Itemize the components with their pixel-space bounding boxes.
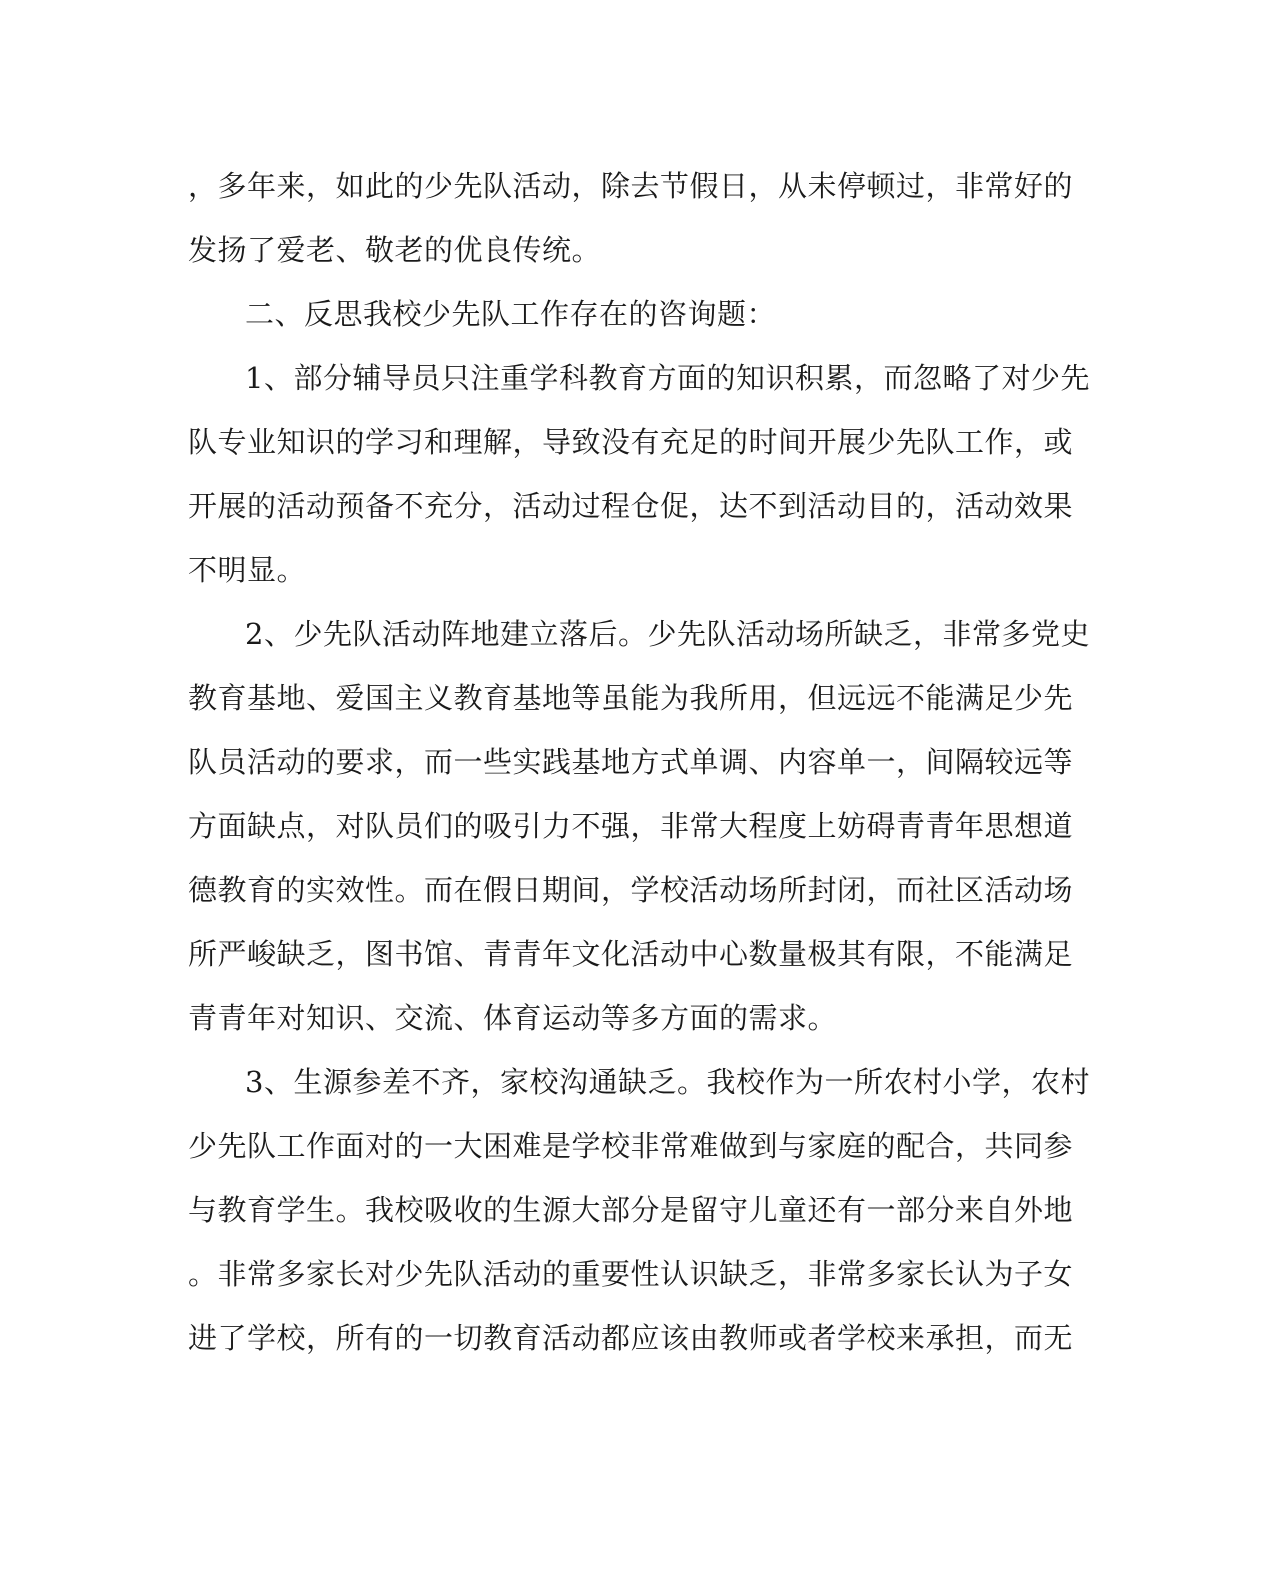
- text-line: 少先队工作面对的一大困难是学校非常难做到与家庭的配合，共同参: [188, 1129, 1074, 1163]
- text-line: 所严峻缺乏，图书馆、青青年文化活动中心数量极其有限，不能满足: [188, 937, 1074, 971]
- text-line: 3、生源参差不齐，家校沟通缺乏。我校作为一所农村小学，农村: [245, 1065, 1090, 1099]
- text-line: ，多年来，如此的少先队活动，除去节假日，从未停顿过，非常好的: [188, 169, 1074, 203]
- text-line: 进了学校，所有的一切教育活动都应该由教师或者学校来承担，而无: [188, 1321, 1074, 1355]
- text-line: 发扬了爱老、敬老的优良传统。: [188, 233, 602, 267]
- text-line: 方面缺点，对队员们的吸引力不强，非常大程度上妨碍青青年思想道: [188, 809, 1074, 843]
- section-heading: 二、反思我校少先队工作存在的咨询题：: [245, 297, 777, 331]
- text-line: 1、部分辅导员只注重学科教育方面的知识积累，而忽略了对少先: [245, 361, 1090, 395]
- text-line: 教育基地、爱国主义教育基地等虽能为我所用，但远远不能满足少先: [188, 681, 1074, 715]
- text-line: 德教育的实效性。而在假日期间，学校活动场所封闭，而社区活动场: [188, 873, 1074, 907]
- text-line: 与教育学生。我校吸收的生源大部分是留守儿童还有一部分来自外地: [188, 1193, 1074, 1227]
- text-line: 。非常多家长对少先队活动的重要性认识缺乏，非常多家长认为子女: [188, 1257, 1074, 1291]
- text-line: 2、少先队活动阵地建立落后。少先队活动场所缺乏，非常多党史: [245, 617, 1090, 651]
- text-line: 开展的活动预备不充分，活动过程仓促，达不到活动目的，活动效果: [188, 489, 1074, 523]
- text-line: 不明显。: [188, 553, 307, 587]
- text-line: 队员活动的要求，而一些实践基地方式单调、内容单一，间隔较远等: [188, 745, 1074, 779]
- text-line: 青青年对知识、交流、体育运动等多方面的需求。: [188, 1001, 838, 1035]
- text-line: 队专业知识的学习和理解，导致没有充足的时间开展少先队工作，或: [188, 425, 1074, 459]
